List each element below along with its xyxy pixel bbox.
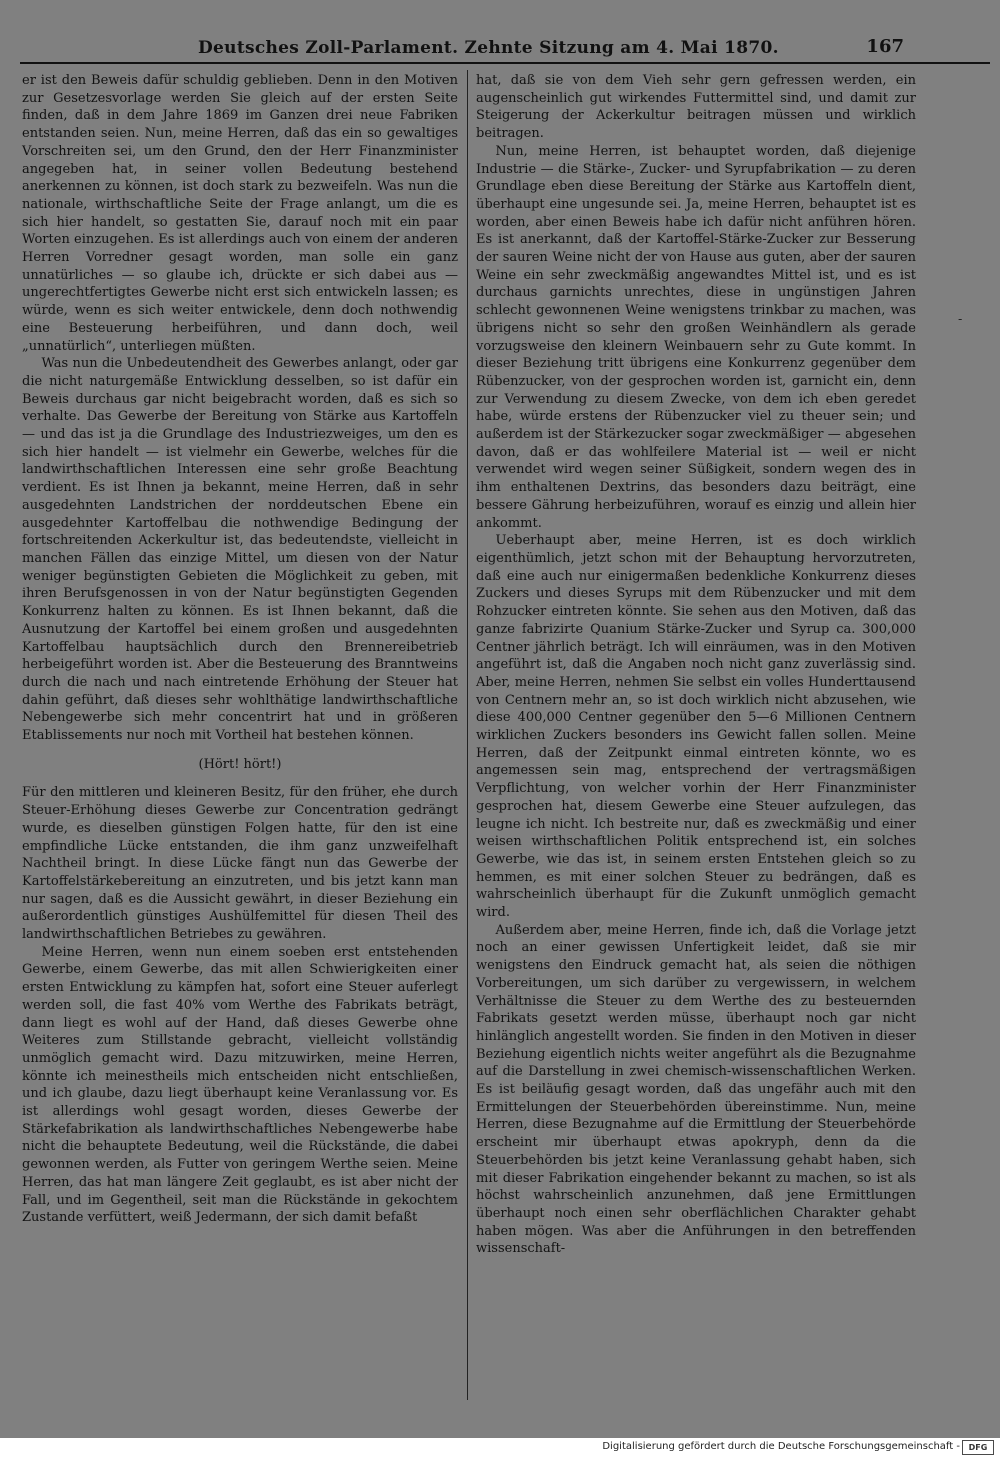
paragraph: Nun, meine Herren, ist behauptet worden, daß diejenige Industrie — die Stärke-, Zucker- und Syrupfabrikation — zu deren Grundlage eben diese Bereitung der Stärke aus Kartoffeln dient, überhaupt eine ungesunde sei. Ja, meine Herren, behauptet ist es worden, aber einen Beweis habe ich dafür nicht anführen hören. Es ist anerkannt, daß der Kartoffel-Stärke-Zucker zur Besserung der sauren Weine nicht der von Hause aus guten, aber der sauren Weine ein sehr zweckmäßig angewandtes Mittel ist, und es ist durchaus garnichts unrechtes, diese in ungünstigen Jahren schlecht gewonnenen Weine wenigstens trinkbar zu machen, was übrigens nicht so sehr den großen Weinhändlern als gerade vorzugsweise den kleinern Weinbauern sehr zu Gute kommt. In dieser Beziehung tritt übrigens eine Konkurrenz gegenüber dem Rübenzucker, von der gesprochen worden ist, garnicht ein, denn zur Verwendung zu diesem Zwecke, von dem ich eben geredet habe, würde erstens der Rübenzucker viel zu theuer sein; und außerdem ist der Stärkezucker sogar zweckmäßiger — abgesehen davon, daß er das wohlfeilere Material ist — weil er nicht verwendet wird wegen seiner Süßigkeit, sondern wegen des in ihm enthaltenen Dextrins, das besonders dazu beiträgt, eine bessere Gährung herbeizuführen, worauf es einzig und allein hier ankommt. (476, 143, 916, 531)
margin-mark: - (958, 312, 963, 326)
dfg-logo: DFG (962, 1440, 994, 1455)
paragraph: Was nun die Unbedeutendheit des Gewerbes anlangt, oder gar die nicht naturgemäße Entwicklung desselben, so ist dafür ein Beweis durchaus gar nicht beigebracht worden, daß es sich so verhalte. Das Gewerbe der Bereitung von Stärke aus Kartoffeln — und das ist ja die Grundlage des Industriezweiges, um den es sich hier handelt — ist vielmehr ein Gewerbe, welches für die landwirthschaftlichen Interessen eine sehr große Beachtung verdient. Es ist Ihnen ja bekannt, meine Herren, daß in sehr ausgedehnten Landstrichen der norddeutschen Ebene ein ausgedehnter Kartoffelbau die nothwendige Bedingung der fortschreitenden Ackerkultur ist, das bedeutendste, vielleicht in manchen Fällen das einzige Mittel, um diesen von der Natur weniger begünstigten Gebieten die Möglichkeit zu geben, mit ihren Berufsgenossen in von der Natur begünstigten Gegenden Konkurrenz halten zu können. Es ist Ihnen bekannt, daß die Ausnutzung der Kartoffel bei einem großen und ausgedehnten Kartoffelbau hauptsächlich durch den Brennereibetrieb herbeigeführt worden ist. Aber die Besteuerung des Branntweins durch die nach und nach eintretende Erhöhung der Steuer hat dahin geführt, daß dieses sehr wohlthätige landwirthschaftliche Nebengewerbe sich mehr concentrirt hat und in größeren Etablissements nur noch mit Vortheil hat bestehen können. (22, 356, 458, 744)
paragraph: Außerdem aber, meine Herren, finde ich, daß die Vorlage jetzt noch an einer gewissen Unfertigkeit leidet, daß sie mir wenigstens den Eindruck gemacht hat, als seien die nöthigen Vorbereitungen, um sich darüber zu vergewissern, in welchem Verhältnisse die Steuer zu dem Werthe des zu besteuernden Fabrikats gesetzt werden müsse, überhaupt noch gar nicht hinlänglich angestellt worden. Sie finden in den Motiven in dieser Beziehung eigentlich nichts weiter angeführt als die Bezugnahme auf die Darstellung in zwei chemisch-wissenschaftlichen Werken. Es ist beiläufig gesagt worden, daß das ungefähr auch mit den Ermittelungen der Steuerbehörden übereinstimme. Nun, meine Herren, diese Bezugnahme auf die Ermittlung der Steuerbehörde erscheint mir überhaupt etwas apokryph, denn da die Steuerbehörden bis jetzt keine Veranlassung gehabt haben, sich mit dieser Fabrikation eingehender bekannt zu machen, so ist als höchst wahrscheinlich anzunehmen, daß jene Ermittlungen überhaupt noch einen sehr oberflächlichen Charakter gehabt haben mögen. Was aber die Anführungen in den betreffenden wissenschaft- (476, 922, 916, 1257)
right-column (476, 72, 916, 1258)
page-number: 167 (866, 36, 904, 57)
left-column (22, 72, 458, 1227)
digitization-credit: Digitalisierung gefördert durch die Deutsche Forschungsgemeinschaft - (602, 1441, 960, 1452)
page-title: Deutsches Zoll-Parlament. Zehnte Sitzung am 4. Mai 1870. (198, 38, 779, 58)
paragraph: Ueberhaupt aber, meine Herren, ist es doch wirklich eigenthümlich, jetzt schon mit der Behauptung hervorzutreten, daß eine auch nur einigermaßen bedenkliche Konkurrenz dieses Zuckers und dieses Syrups mit dem Rübenzucker und mit dem Rohzucker eintreten könnte. Sie sehen aus den Motiven, daß das ganze fabrizirte Quanium Stärke-Zucker und Syrup ca. 300,000 Centner jährlich beträgt. Ich will einräumen, was in den Motiven angeführt ist, daß die Angaben noch nicht ganz zuverlässig sind. Aber, meine Herren, nehmen Sie selbst ein volles Hunderttausend von Centnern mehr an, so ist doch wirklich nicht abzusehen, wie diese 400,000 Centner gegenüber den 5—6 Millionen Centnern wirklichen Zuckers besonders ins Gewicht fallen sollen. Meine Herren, daß der Zeitpunkt einmal eintreten könnte, wo es angemessen sein mag, entsprechend der vertragsmäßigen Verpflichtung, von welcher vorhin der Herr Finanzminister gesprochen hat, diesem Gewerbe eine Steuer aufzulegen, das leugne ich nicht. Ich bestreite nur, daß es zweckmäßig und einer weisen wirthschaftlichen Politik entsprechend ist, ein solches Gewerbe, wie das ist, in seinem ersten Entstehen gleich so zu hemmen, es mit einer solchen Steuer zu bedrängen, daß es wahrscheinlich überhaupt für die Zukunft unmöglich gemacht wird. (476, 533, 916, 921)
footer-bar (0, 1438, 1000, 1458)
page-header (20, 36, 990, 64)
paragraph: Meine Herren, wenn nun einem soeben erst entstehenden Gewerbe, einem Gewerbe, das mit allen Schwierigkeiten einer ersten Entwicklung zu kämpfen hat, sofort eine Steuer auferlegt werden soll, die fast 40% vom Werthe des Fabrikats beträgt, dann liegt es wohl auf der Hand, daß dieses Gewerbe ohne Weiteres zum Stillstande gebracht, vielleicht vollständig unmöglich gemacht wird. Dazu mitzuwirken, meine Herren, könnte ich meinestheils mich entscheiden nicht entschließen, und ich glaube, dazu liegt überhaupt keine Veranlassung vor. Es ist allerdings wohl gesagt worden, dieses Gewerbe der Stärkefabrikation als landwirthschaftliches Nebengewerbe habe nicht die behauptete Bedeutung, weil die Rückstände, die dabei gewonnen werden, als Futter von geringem Werthe seien. Meine Herren, das hat man längere Zeit geglaubt, es ist aber nicht der Fall, und im Gegentheil, seit man die Rückstände in gekochtem Zustande verfüttert, weiß Jedermann, der sich damit befaßt (22, 944, 458, 1226)
paragraph: hat, daß sie von dem Vieh sehr gern gefressen werden, ein augenscheinlich gut wirkendes Futtermittel sind, und damit zur Steigerung der Ackerkultur beitragen müssen und wirklich beitragen. (476, 73, 916, 142)
paragraph: Für den mittleren und kleineren Besitz, für den früher, ehe durch Steuer-Erhöhung dieses Gewerbe zur Concentration gedrängt wurde, es dieselben günstigen Folgen hatte, für den ist eine empfindliche Lücke entstanden, die ihm ganz unzweifelhaft Nachtheil bringt. In diese Lücke fängt nun das Gewerbe der Kartoffelstärkebereitung an einzutreten, und bis jetzt kann man nur sagen, daß es die Aussicht gewährt, in dieser Beziehung ein außerordentlich günstiges Aushülfemittel für diesen Theil des landwirthschaftlichen Betriebes zu gewähren. (22, 785, 458, 943)
paragraph: er ist den Beweis dafür schuldig geblieben. Denn in den Motiven zur Gesetzesvorlage werden Sie gleich auf der ersten Seite finden, daß in dem Jahre 1869 im Ganzen drei neue Fabriken entstanden seien. Nun, meine Herren, daß das ein so gewaltiges Vorschreiten sei, um den Grund, den der Herr Finanzminister angegeben hat, in seiner vollen Bedeutung bestehend anerkennen zu können, ist doch stark zu bezweifeln. Was nun die nationale, wirthschaftliche Seite der Frage anlangt, um die es sich hier handelt, so gestatten Sie, darauf noch mit ein paar Worten einzugehen. Es ist allerdings auch von einem der anderen Herren Vorredner gesagt worden, man solle ein ganz unnatürliches — so glaube ich, drückte er sich dabei aus — ungerechtfertigtes Gewerbe nicht erst sich entwickeln lassen; es würde, wenn es sich weiter entwickele, denn doch nothwendig eine Besteuerung herbeiführen, und dann doch, weil „unnatürlich“, unterliegen müßten. (22, 73, 458, 354)
interjection: (Hört! hört!) (198, 756, 282, 772)
column-divider (467, 70, 468, 1400)
